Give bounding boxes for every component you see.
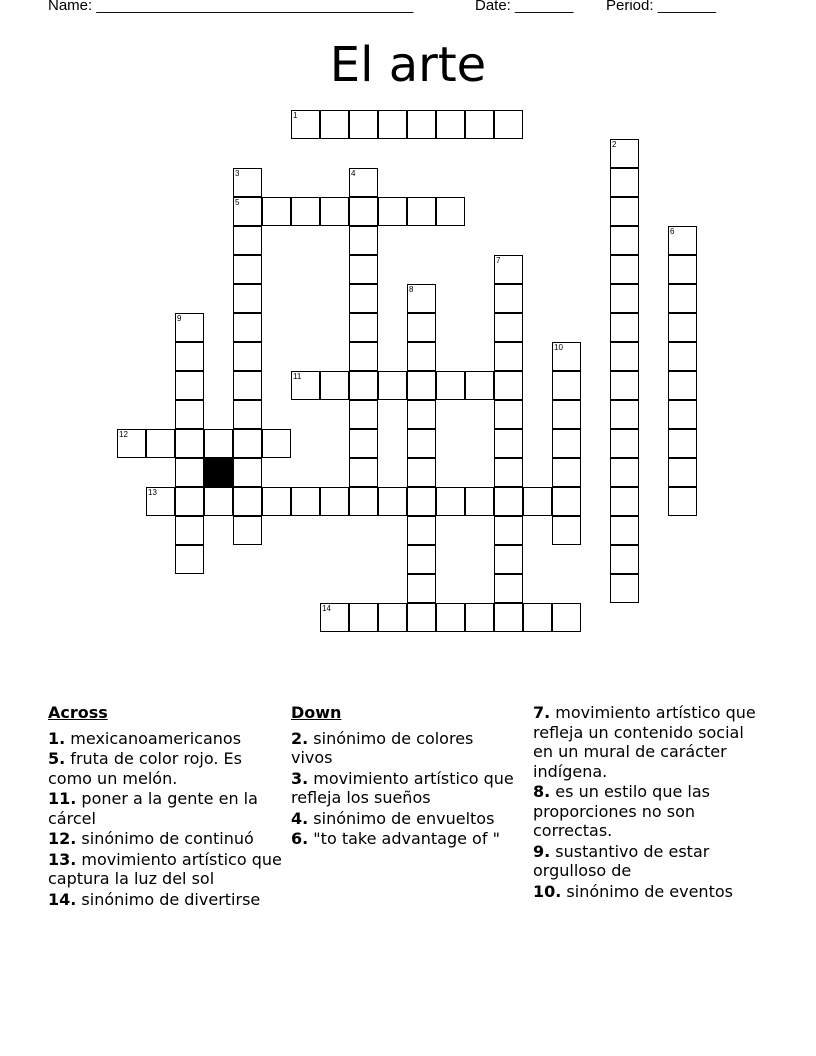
grid-cell[interactable]: [610, 255, 639, 284]
down-heading: Down: [291, 703, 342, 722]
clue-number: 11.: [48, 789, 77, 808]
grid-cell[interactable]: [349, 487, 378, 516]
grid-cell[interactable]: [610, 429, 639, 458]
clue: [291, 729, 516, 768]
grid-cell[interactable]: [668, 458, 697, 487]
grid-cell[interactable]: [610, 313, 639, 342]
grid-cell[interactable]: [668, 284, 697, 313]
clue: [48, 829, 283, 849]
grid-cell[interactable]: [668, 255, 697, 284]
clue-text: sinónimo de colores vivos: [291, 728, 474, 767]
grid-cell[interactable]: [494, 429, 523, 458]
grid-cell[interactable]: [175, 487, 204, 516]
grid-cell[interactable]: [494, 574, 523, 603]
grid-cell[interactable]: [349, 400, 378, 429]
grid-cell[interactable]: [436, 371, 465, 400]
grid-cell[interactable]: [523, 487, 552, 516]
clue: [533, 782, 768, 841]
grid-cell[interactable]: [552, 429, 581, 458]
clue-number: 7: [496, 256, 501, 265]
clue: [48, 749, 283, 788]
grid-cell[interactable]: [320, 371, 349, 400]
grid-cell[interactable]: [175, 342, 204, 371]
grid-cell[interactable]: [291, 197, 320, 226]
grid-cell[interactable]: [175, 458, 204, 487]
grid-cell[interactable]: [610, 545, 639, 574]
blocked-cell: [204, 458, 233, 487]
grid-cell[interactable]: [552, 400, 581, 429]
grid-cell[interactable]: [668, 342, 697, 371]
clue: [48, 890, 283, 910]
grid-cell[interactable]: [407, 313, 436, 342]
grid-cell[interactable]: [668, 400, 697, 429]
clue-number: 3.: [291, 768, 309, 788]
grid-cell[interactable]: [320, 487, 349, 516]
clue: [533, 882, 768, 902]
grid-cell[interactable]: [233, 458, 262, 487]
grid-cell[interactable]: [407, 197, 436, 226]
clue-number: 12: [119, 430, 128, 439]
grid-cell[interactable]: [378, 197, 407, 226]
clue: [48, 850, 283, 889]
clue-number: 11: [293, 372, 302, 381]
grid-cell[interactable]: [668, 487, 697, 516]
grid-cell[interactable]: [407, 516, 436, 545]
clue-text: movimiento artístico que captura la luz del sol: [48, 849, 282, 888]
clue-text: sinónimo de continuó: [76, 829, 254, 848]
down-clues-column-1: [291, 703, 516, 850]
grid-cell[interactable]: [552, 487, 581, 516]
clue: [48, 789, 283, 828]
grid-cell[interactable]: [494, 400, 523, 429]
clue-text: sinónimo de divertirse: [76, 889, 261, 909]
clue-number: 7.: [533, 703, 551, 722]
grid-cell[interactable]: [610, 284, 639, 313]
clue: [291, 829, 516, 849]
clue-number: 4: [351, 169, 356, 178]
grid-cell[interactable]: [349, 371, 378, 400]
clue-number: 3: [235, 169, 240, 178]
across-clues: [48, 703, 283, 910]
clue-number: 9: [177, 314, 182, 323]
down-clues-column-2: [533, 703, 768, 902]
grid-cell[interactable]: [610, 516, 639, 545]
grid-cell[interactable]: [494, 313, 523, 342]
clue-number: 6.: [291, 829, 309, 848]
grid-cell[interactable]: [233, 226, 262, 255]
grid-cell[interactable]: [233, 313, 262, 342]
clue-text: sinónimo de envueltos: [308, 808, 495, 828]
grid-cell[interactable]: [494, 603, 523, 632]
grid-cell[interactable]: [494, 516, 523, 545]
clue-number: 4.: [291, 808, 309, 828]
grid-cell[interactable]: [494, 371, 523, 400]
clue-number: 1.: [48, 728, 66, 748]
grid-cell[interactable]: [349, 255, 378, 284]
grid-cell[interactable]: [668, 429, 697, 458]
grid-cell[interactable]: [407, 342, 436, 371]
clue-text: fruta de color rojo. Es como un melón.: [48, 749, 242, 788]
grid-cell[interactable]: [233, 487, 262, 516]
grid-cell[interactable]: [668, 371, 697, 400]
grid-cell[interactable]: [610, 226, 639, 255]
grid-cell[interactable]: [349, 429, 378, 458]
clue-text: movimiento artístico que refleja un contenido social en un mural de carácter indígena.: [533, 703, 756, 781]
grid-cell[interactable]: [378, 371, 407, 400]
grid-cell[interactable]: [610, 371, 639, 400]
grid-cell[interactable]: [262, 197, 291, 226]
clue-number: 12.: [48, 829, 77, 848]
grid-cell[interactable]: [552, 458, 581, 487]
grid-cell[interactable]: [610, 197, 639, 226]
grid-cell[interactable]: [465, 371, 494, 400]
grid-cell[interactable]: [552, 516, 581, 545]
grid-cell[interactable]: [349, 603, 378, 632]
grid-cell[interactable]: [407, 458, 436, 487]
clue-number: 13: [148, 488, 157, 497]
grid-cell[interactable]: [146, 429, 175, 458]
clue-number: 8.: [533, 782, 551, 801]
clue: [291, 809, 516, 829]
grid-cell[interactable]: [552, 371, 581, 400]
grid-cell[interactable]: [436, 603, 465, 632]
grid-cell[interactable]: [610, 458, 639, 487]
clue-number: 5.: [48, 749, 66, 768]
grid-cell[interactable]: [175, 371, 204, 400]
date-field[interactable]: Date: _______: [475, 0, 574, 14]
grid-cell[interactable]: [610, 574, 639, 603]
clue-number: 9.: [533, 841, 551, 861]
clue-text: sustantivo de estar orgulloso de: [533, 841, 710, 880]
grid-cell[interactable]: [407, 371, 436, 400]
clue-text: es un estilo que las proporciones no son correctas.: [533, 782, 710, 840]
grid-cell[interactable]: [552, 603, 581, 632]
grid-cell[interactable]: [262, 487, 291, 516]
grid-cell[interactable]: [175, 516, 204, 545]
grid-cell[interactable]: [320, 110, 349, 139]
clue-text: poner a la gente en la cárcel: [48, 789, 258, 828]
clue-number: 2.: [291, 728, 309, 748]
clue-text: sinónimo de eventos: [561, 881, 733, 901]
grid-cell[interactable]: [378, 110, 407, 139]
grid-cell[interactable]: [378, 603, 407, 632]
grid-cell[interactable]: [233, 429, 262, 458]
grid-cell[interactable]: [204, 487, 233, 516]
clue-text: movimiento artístico que refleja los sueños: [291, 768, 514, 807]
grid-cell[interactable]: [233, 255, 262, 284]
clue: [533, 842, 768, 881]
clue-number: 14: [322, 604, 331, 613]
grid-cell[interactable]: [233, 516, 262, 545]
grid-cell[interactable]: [378, 487, 407, 516]
grid-cell[interactable]: [465, 603, 494, 632]
grid-cell[interactable]: [320, 197, 349, 226]
grid-cell[interactable]: [233, 371, 262, 400]
grid-cell[interactable]: [494, 342, 523, 371]
grid-cell[interactable]: [610, 168, 639, 197]
grid-cell[interactable]: [349, 197, 378, 226]
grid-cell[interactable]: [233, 342, 262, 371]
grid-cell[interactable]: [175, 545, 204, 574]
clue-text: "to take advantage of ": [308, 829, 500, 848]
grid-cell[interactable]: [407, 400, 436, 429]
grid-cell[interactable]: [233, 400, 262, 429]
period-field[interactable]: Period: _______: [606, 0, 717, 14]
clue-text: mexicanoamericanos: [65, 728, 242, 748]
grid-cell[interactable]: [523, 603, 552, 632]
grid-cell[interactable]: [494, 110, 523, 139]
grid-cell[interactable]: [407, 487, 436, 516]
grid-cell[interactable]: [610, 400, 639, 429]
grid-cell[interactable]: [465, 110, 494, 139]
clue-number: 1: [293, 111, 298, 120]
grid-cell[interactable]: [291, 487, 320, 516]
clue-number: 13.: [48, 849, 77, 869]
grid-cell[interactable]: [407, 545, 436, 574]
grid-cell[interactable]: [436, 197, 465, 226]
clue-number: 6: [670, 227, 675, 236]
grid-cell[interactable]: [407, 110, 436, 139]
grid-cell[interactable]: [494, 458, 523, 487]
grid-cell[interactable]: [494, 545, 523, 574]
across-heading: Across: [48, 703, 108, 722]
grid-cell[interactable]: [610, 487, 639, 516]
grid-cell[interactable]: [233, 284, 262, 313]
grid-cell[interactable]: [407, 603, 436, 632]
grid-cell[interactable]: [436, 110, 465, 139]
clue-number: 5: [235, 198, 240, 207]
grid-cell[interactable]: [407, 429, 436, 458]
grid-cell[interactable]: [349, 110, 378, 139]
clue-number: 10: [554, 343, 563, 352]
grid-cell[interactable]: [175, 400, 204, 429]
grid-cell[interactable]: [349, 313, 378, 342]
clue: [48, 729, 283, 749]
grid-cell[interactable]: [349, 342, 378, 371]
grid-cell[interactable]: [349, 284, 378, 313]
grid-cell[interactable]: [175, 429, 204, 458]
grid-cell[interactable]: [668, 313, 697, 342]
clue-number: 14.: [48, 889, 77, 909]
name-field[interactable]: Name: ______________________________________: [48, 0, 414, 14]
grid-cell[interactable]: [494, 284, 523, 313]
grid-cell[interactable]: [262, 429, 291, 458]
grid-cell[interactable]: [436, 487, 465, 516]
grid-cell[interactable]: [204, 429, 233, 458]
grid-cell[interactable]: [494, 487, 523, 516]
page-title: El arte: [329, 37, 487, 93]
grid-cell[interactable]: [465, 487, 494, 516]
clue: [533, 703, 768, 781]
clue: [291, 769, 516, 808]
clue-number: 10.: [533, 881, 562, 901]
grid-cell[interactable]: [349, 226, 378, 255]
grid-cell[interactable]: [610, 342, 639, 371]
clue-number: 2: [612, 140, 617, 149]
grid-cell[interactable]: [407, 574, 436, 603]
grid-cell[interactable]: [349, 458, 378, 487]
clue-number: 8: [409, 285, 414, 294]
